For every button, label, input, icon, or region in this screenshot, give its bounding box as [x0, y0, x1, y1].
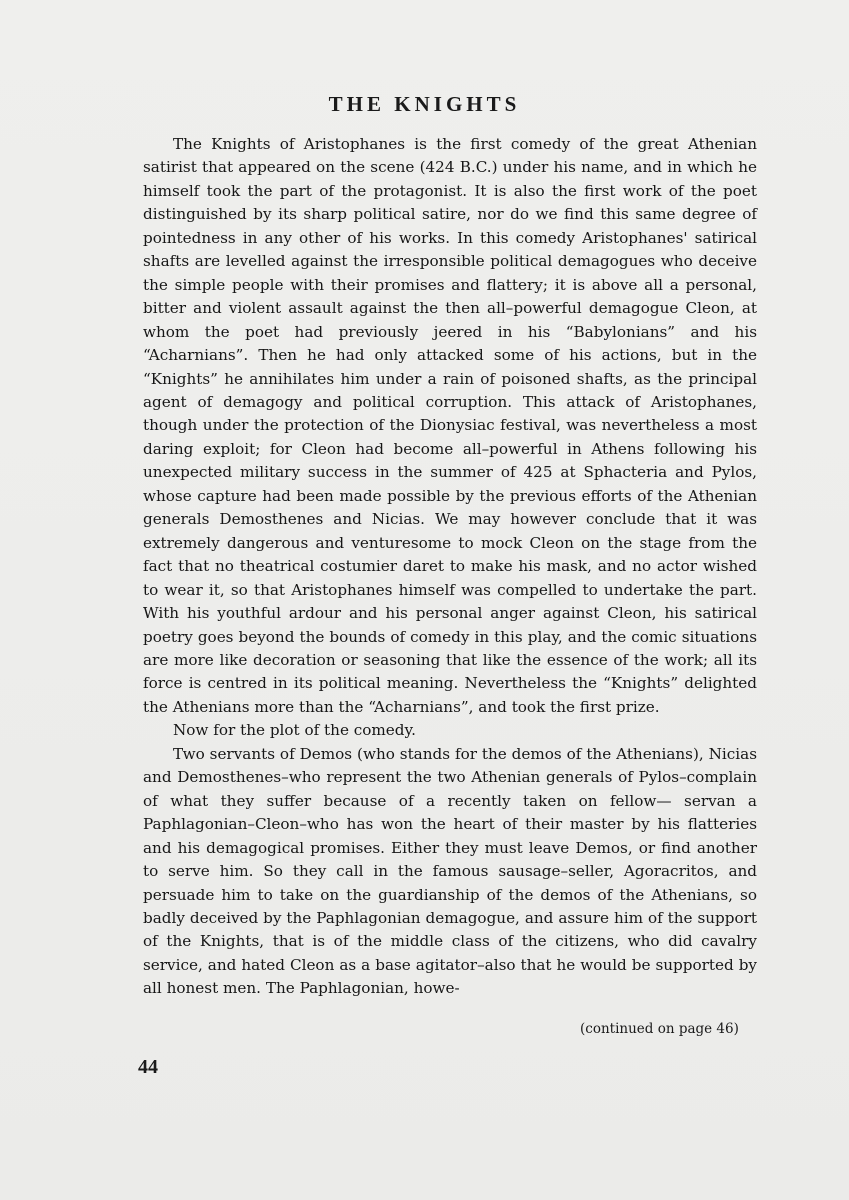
article-body [143, 133, 757, 1001]
page-title: THE KNIGHTS [328, 92, 521, 116]
paragraph-intro: The Knights of Aristophanes is the first comedy of the great Athenian satirist that appeared on the scene (424 B.C.) under his name, and in which he himself took the part of the protagonist. It is also the first work of the poet distinguished by its sharp political satire, nor do we find this same degree of pointedness in any other of his works. In this comedy Aristophanes' satirical shafts are levelled against the irresponsible political demagogues who deceive the simple people with their promises and flattery; it is above all a personal, bitter and violent assault against the then all–powerful demagogue Cleon, at whom the poet had previously jeered in his “Babylonians” and his “Acharnians”. Then he had only attacked some of his actions, but in the “Knights” he annihilates him under a rain of poisoned shafts, as the principal agent of demagogy and political corruption. This attack of Aristophanes, though under the protection of the Dionysiac festival, was nevertheless a most daring exploit; for Cleon had become all–powerful in Athens following his unexpected military success in the summer of 425 at Sphacteria and Pylos, whose capture had been made possible by the previous efforts of the Athenian generals Demosthenes and Nicias. We may however conclude that it was extremely dangerous and venturesome to mock Cleon on the stage from the fact that no theatrical costumier daret to make his mask, and no actor wished to wear it, so that Aristophanes himself was compelled to undertake the part. With his youthful ardour and his personal anger against Cleon, his satirical poetry goes beyond the bounds of comedy in this play, and the comic situations are more like decoration or seasoning that like the essence of the work; all its force is centred in its political meaning. Nevertheless the “Knights” delighted the Athenians more than the “Acharnians”, and took the first prize. [143, 135, 757, 716]
paragraph-plot-heading: Now for the plot of the comedy. [173, 721, 416, 740]
continued-note: (continued on page 46) [580, 1021, 739, 1037]
paragraph-plot: Two servants of Demos (who stands for the demos of the Athenians), Nicias and Demosthenes–who represent the two Athenian generals of Pylos–complain of what they suffer because of a recently taken on fellow— servan a Paphlagonian–Cleon–who has won the heart of their master by his flatteries and his demagogical promises. Either they must leave Demos, or find another to serve him. So they call in the famous sausage–seller, Agoracritos, and persuade him to take on the guardianship of the demos of the Athenians, so badly deceived by the Paphlagonian demagogue, and assure him of the support of the Knights, that is of the middle class of the citizens, who did cavalry service, and hated Cleon as a base agitator–also that he would be supported by all honest men. The Paphlagonian, howe- [143, 744, 757, 998]
page-number: 44 [138, 1056, 158, 1078]
